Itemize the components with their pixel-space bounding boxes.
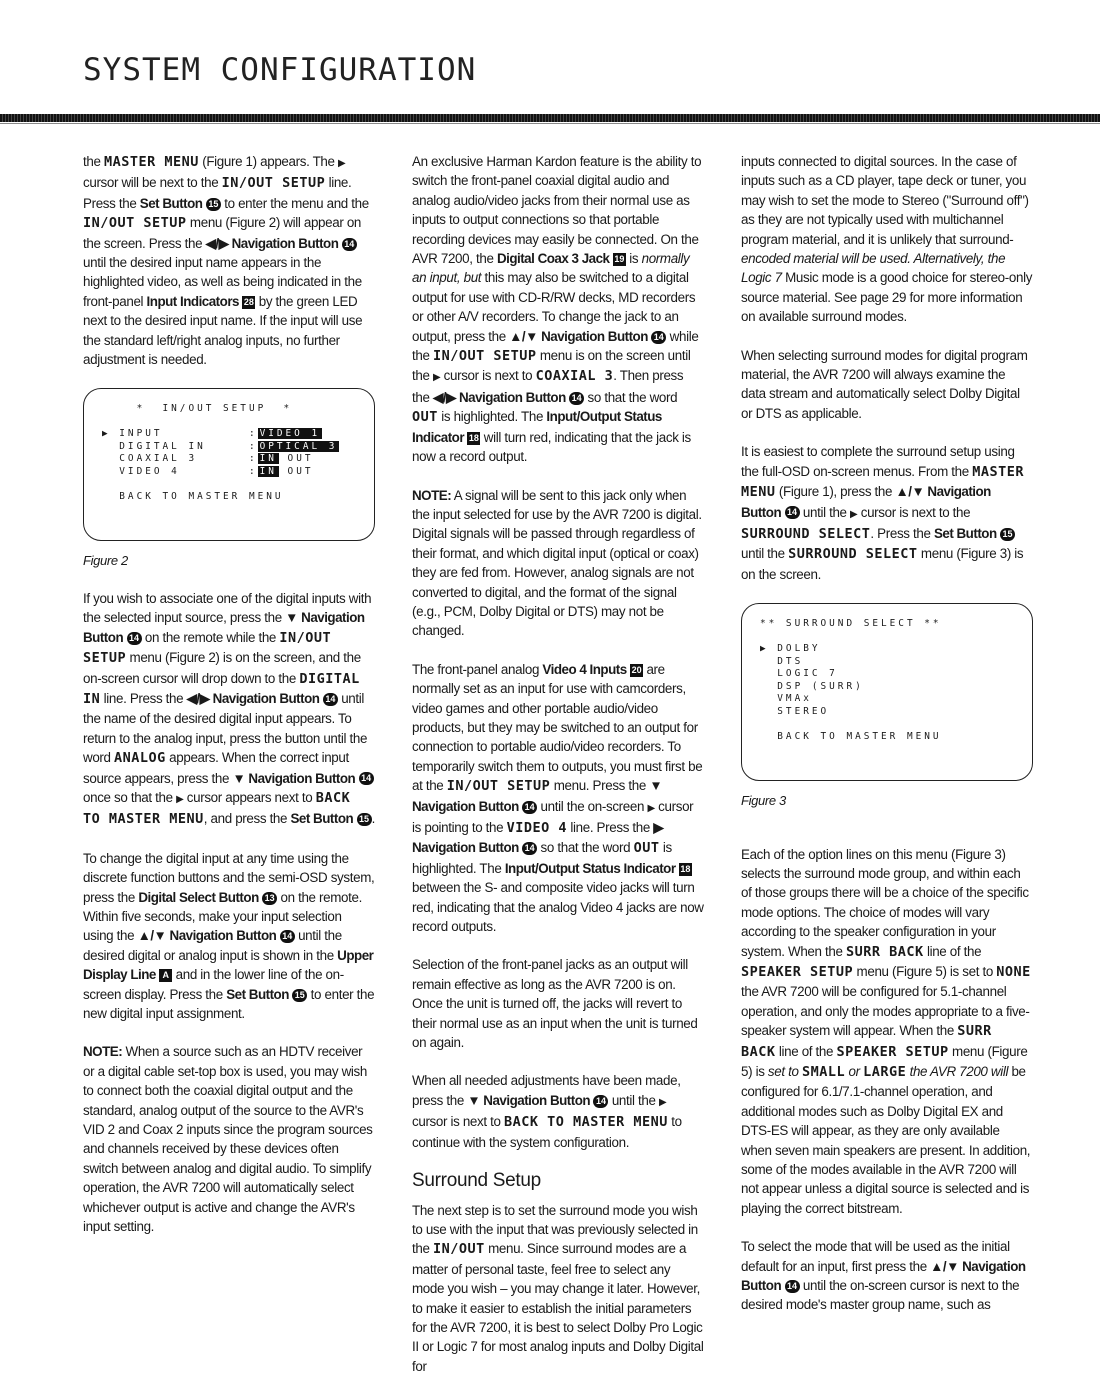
paragraph: the MASTER MENU (Figure 1) appears. The ▶ cursor will be next to the IN/OUT SETUP line. Press the Set Button 15 to enter the menu and the IN/OUT SETUP menu (Figure 2) will appear on the screen. Press the ◀/▶ Navigation Button 14 until the desired input name appears in the highlighted video, as well as being indicated in the front-panel Input Indicators 28 by the green LED next to the desired input name. If the input will use the standard left/right analog inputs, no further adjustment is needed. bbox=[83, 154, 369, 368]
osd-line: BACK TO MASTER MENU bbox=[760, 730, 942, 742]
figure-caption: Figure 3 bbox=[741, 793, 786, 809]
osd-line: VIDEO 4 : IN OUT bbox=[102, 465, 314, 477]
paragraph: To change the digital input at any time using the discrete function buttons and the semi-OSD system, press the Digital Select Button 13 on the remote. Within five seconds, make your input selection using the ▲/▼ Navigation Button 14 until the desired digital or analog input is shown in the Upper Display Line A and in the lower line of the on-screen display. Press the Set Button 15 to enter the new digital input assignment. bbox=[83, 850, 375, 1021]
osd-line: LOGIC 7 bbox=[760, 668, 838, 680]
figure-caption: Figure 2 bbox=[83, 553, 128, 569]
osd-line bbox=[102, 478, 366, 491]
column-2 bbox=[412, 152, 704, 1395]
paragraph: The front-panel analog Video 4 Inputs 20 are normally set as an input for use with camcorders, video games and other portable audio/video products, but they may be switched to an output for connection to portable audio/video recorders. To temporarily switch them to outputs, you must first be at the IN/OUT SETUP menu. Press the ▼ Navigation Button 14 until the on-screen ▶ cursor is pointing to the VIDEO 4 line. Press the ▶ Navigation Button 14 so that the word OUT is highlighted. The Input/Output Status Indicator 18 between the S- and composite video jacks will turn red, indicating that the analog Video 4 jacks are now record outputs. bbox=[412, 661, 704, 935]
osd-line bbox=[760, 631, 1024, 644]
osd-line: STEREO bbox=[760, 705, 830, 717]
osd-line: ▶ INPUT : VIDEO 1 bbox=[102, 428, 321, 440]
paragraph: Selection of the front-panel jacks as an output will remain effective as long as the AVR 7200 is on. Once the unit is turned off, the jacks will revert to their normal use as an input when the unit is turned on again. bbox=[412, 957, 698, 1051]
paragraph: An exclusive Harman Kardon feature is the ability to switch the front-panel coaxial digital audio and analog audio/video jacks from their normal use as inputs to output connections so that portable recording devices may easily be connected. On the AVR 7200, the Digital Coax 3 Jack 19 is normally an input, but this may also be switched to a digital output for use with CD-R/RW decks, MD recorders or other A/V recorders. To change the jack to an output, press the ▲/▼ Navigation Button 14 while the IN/OUT SETUP menu is on the screen until the ▶ cursor is next to COAXIAL 3. Then press the ◀/▶ Navigation Button 14 so that the word OUT is highlighted. The Input/Output Status Indicator 18 will turn red, indicating that the jack is now a record output. bbox=[412, 154, 702, 465]
paragraph: It is easiest to complete the surround setup using the full-OSD on-screen menus. From the MASTER MENU (Figure 1), press the ▲/▼ Navigation Button 14 until the ▶ cursor is next to the SURROUND SELECT. Press the Set Button 15 until the SURROUND SELECT menu (Figure 3) is on the screen. bbox=[741, 444, 1024, 582]
osd-line: * IN/OUT SETUP * bbox=[102, 403, 293, 415]
paragraph: When all needed adjustments have been made, press the ▼ Navigation Button 14 until the ▶ cursor is next to BACK TO MASTER MENU to continue with the system configuration. bbox=[412, 1073, 682, 1150]
osd-line bbox=[760, 743, 1024, 756]
column-3 bbox=[741, 152, 1033, 1334]
osd-line bbox=[102, 416, 366, 429]
paragraph: If you wish to associate one of the digital inputs with the selected input source, press the ▼ Navigation Button 14 on the remote while the IN/OUT SETUP menu (Figure 2) is on the screen, and the on-screen cursor will drop down to the DIGITAL IN line. Press the ◀/▶ Navigation Button 14 until the name of the desired digital input appears. To return to the analog input, press the button until the word ANALOG appears. When the correct input source appears, press the ▼ Navigation Button 14 once so that the ▶ cursor appears next to BACK TO MASTER MENU, and press the Set Button 15 . bbox=[83, 590, 375, 828]
paragraph: inputs connected to digital sources. In the case of inputs such as a CD player, tape deck or tuner, you may wish to set the mode to Stereo ("Surround off") as they are not typically used with multichannel program material, and it is unlikely that surround-encoded material will be used. Alternatively, the Logic 7 Music mode is a good choice for stereo-only source material. See page 29 for more information on available surround modes. bbox=[741, 154, 1033, 325]
paragraph: To select the mode that will be used as the initial default for an input, first press the ▲/▼ Navigation Button 14 until the on-screen cursor is next to the desired mode's master group name, such as bbox=[741, 1239, 1026, 1313]
paragraph: NOTE: A signal will be sent to this jack only when the input selected for use by the AVR 7200 is digital. Digital signals will be passed through regardless of their format, and which digital input (optical or coax) they are fed from. However, analog signals are not converted to digital, and the format of the signal (e.g., PCM, Dolby Digital or DTS) may not be changed. bbox=[412, 487, 702, 639]
osd-line: DIGITAL IN : OPTICAL 3 bbox=[102, 440, 338, 452]
figure-2-osd bbox=[83, 388, 375, 541]
osd-line: VMAx bbox=[760, 693, 812, 705]
page-title: SYSTEM CONFIGURATION bbox=[83, 52, 477, 88]
column-1 bbox=[83, 152, 375, 1255]
paragraph: When selecting surround modes for digital program material, the AVR 7200 will always examine the data stream and automatically select Dolby Digital or DTS as applicable. bbox=[741, 347, 1028, 421]
osd-line: ▶ DOLBY bbox=[760, 643, 821, 655]
figure-3-osd bbox=[741, 603, 1033, 781]
osd-line: COAXIAL 3 : IN OUT bbox=[102, 453, 314, 465]
osd-line bbox=[760, 756, 1024, 769]
osd-line: DTS bbox=[760, 655, 804, 667]
osd-line bbox=[102, 503, 366, 516]
osd-line bbox=[102, 516, 366, 529]
osd-line: DSP (SURR) bbox=[760, 680, 864, 692]
osd-line: BACK TO MASTER MENU bbox=[102, 490, 284, 502]
paragraph: Each of the option lines on this menu (Figure 3) selects the surround mode group, and within each of those groups there will be a choice of the specific mode options. The choice of modes will vary according to the speaker configuration in your system. When the SURR BACK line of the SPEAKER SETUP menu (Figure 5) is set to NONE the AVR 7200 will be configured for 5.1-channel operation, and only the modes appropriate to a five-speaker system will appear. When the SURR BACK line of the SPEAKER SETUP menu (Figure 5) is set to SMALL or LARGE the AVR 7200 will be configured for 6.1/7.1-channel operation, and additional modes such as Dolby Digital EX and DTS-ES will appear, as they are only available when seven main speakers are present. In addition, some of the modes available in the AVR 7200 will not appear unless a digital source is selected and is playing the correct bitstream. bbox=[741, 846, 1031, 1216]
osd-line bbox=[760, 718, 1024, 731]
osd-line: ** SURROUND SELECT ** bbox=[760, 618, 942, 630]
header-rule bbox=[0, 114, 1100, 122]
header-rule-thin bbox=[0, 123, 1100, 124]
paragraph: NOTE: When a source such as an HDTV receiver or a digital cable set-top box is used, you may wish to connect both the coaxial digital output and the standard, analog output of the source to the AVR's VID 2 and Coax 2 inputs since the program sources and channels received by these devices often switch between analog and digital audio. To simplify operation, the AVR 7200 will automatically select whichever output is active and change the AVR's input setting. bbox=[83, 1044, 373, 1235]
paragraph: The next step is to set the surround mode you wish to use with the input that was previously selected in the IN/OUT menu. Since surround modes are a matter of personal taste, feel free to select any mode you wish – you may change it later. However, to make it easier to establish the initial parameters for the AVR 7200, it is best to select Dolby Pro Logic II or Logic 7 for most analog inputs and Dolby Digital for bbox=[412, 1202, 704, 1374]
section-heading: Surround Setup bbox=[412, 1170, 541, 1192]
